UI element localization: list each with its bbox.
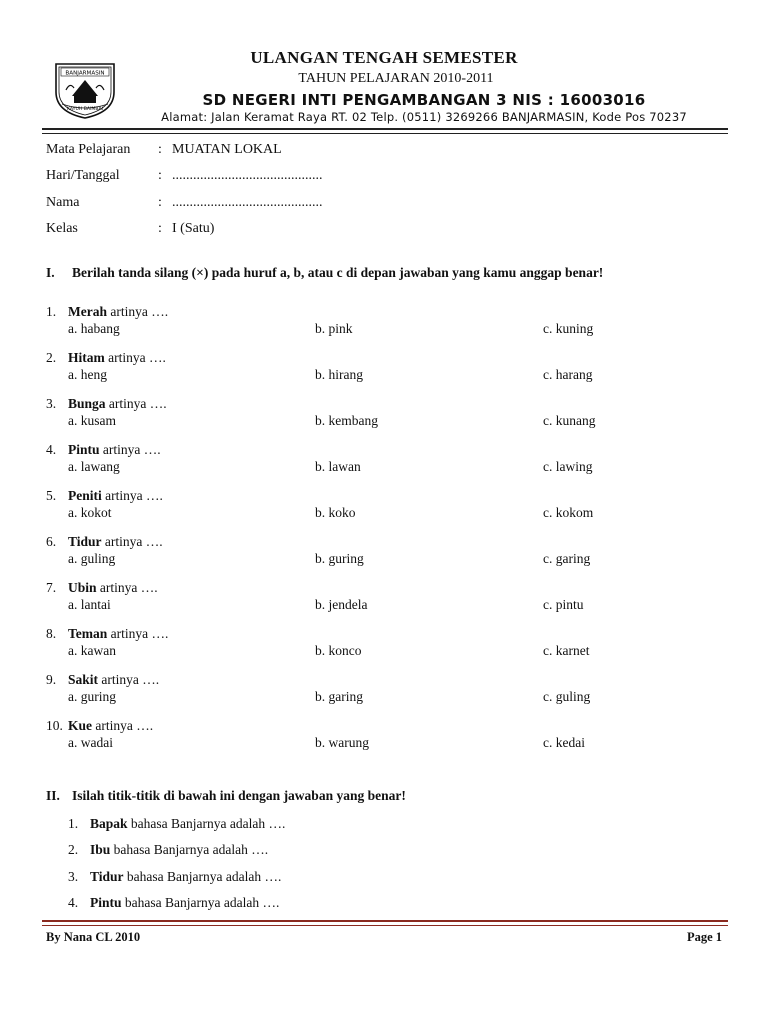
question-keyword: Tidur <box>68 534 102 549</box>
section-2-heading <box>46 788 406 804</box>
item-rest: bahasa Banjarnya adalah …. <box>127 816 286 831</box>
option-b: b. koko <box>315 505 356 520</box>
question-keyword: Hitam <box>68 350 105 365</box>
question-rest: artinya …. <box>101 534 163 549</box>
header-divider-thin <box>42 133 728 134</box>
question-rest: artinya …. <box>104 350 166 365</box>
identity-value: ........................................... <box>172 168 323 183</box>
option-c: c. kuning <box>543 321 594 336</box>
identity-row-name <box>46 195 323 211</box>
question-rest: artinya …. <box>107 626 169 641</box>
option-a: a. wadai <box>68 735 113 750</box>
section-instruction: Isilah titik-titik di bawah ini dengan jawaban yang benar! <box>72 788 406 803</box>
question-keyword: Bunga <box>68 396 106 411</box>
option-b: b. pink <box>315 321 353 336</box>
question-rest: artinya …. <box>101 488 163 503</box>
question-item <box>46 396 595 430</box>
identity-value: MUATAN LOKAL <box>172 142 282 157</box>
question-text <box>68 304 168 321</box>
option-c: c. pintu <box>543 597 584 612</box>
option-b: b. warung <box>315 735 369 750</box>
identity-row-subject <box>46 142 282 158</box>
question-rest: artinya …. <box>98 672 160 687</box>
option-a: a. guring <box>68 689 116 704</box>
item-text <box>90 816 285 832</box>
question-text <box>68 442 161 459</box>
question-item <box>46 580 584 614</box>
item-rest: bahasa Banjarnya adalah …. <box>123 869 282 884</box>
item-keyword: Pintu <box>90 895 122 910</box>
question-text <box>68 718 153 735</box>
question-text <box>68 488 163 505</box>
question-number: 1. <box>46 304 57 319</box>
footer-page-number: Page 1 <box>686 930 722 944</box>
option-b: b. guring <box>315 551 364 566</box>
item-text <box>90 842 268 858</box>
question-keyword: Peniti <box>68 488 102 503</box>
identity-colon: : <box>158 221 162 236</box>
fill-in-item <box>68 816 285 832</box>
item-keyword: Tidur <box>90 869 124 884</box>
identity-label: Nama <box>46 195 80 210</box>
question-number: 2. <box>46 350 57 365</box>
question-text <box>68 626 168 643</box>
emblem-bottom-text: KAYUH BAIMBAI <box>66 107 104 112</box>
question-item <box>46 626 589 660</box>
footer-divider <box>42 920 728 922</box>
identity-label: Kelas <box>46 221 78 236</box>
question-keyword: Ubin <box>68 580 97 595</box>
identity-colon: : <box>158 168 162 183</box>
question-item <box>46 304 593 338</box>
option-c: c. guling <box>543 689 591 704</box>
question-text <box>68 672 159 689</box>
question-number: 3. <box>46 396 57 411</box>
question-number: 5. <box>46 488 57 503</box>
fill-in-item <box>68 842 268 858</box>
school-address: Alamat: Jalan Keramat Raya RT. 02 Telp. (0511) 3269266 BANJARMASIN, Kode Pos 70237 <box>161 110 687 124</box>
footer-divider-thin <box>42 925 728 926</box>
identity-value: ........................................... <box>172 195 323 210</box>
question-number: 7. <box>46 580 57 595</box>
question-rest: artinya …. <box>99 442 161 457</box>
option-b: b. jendela <box>315 597 368 612</box>
identity-colon: : <box>158 142 162 157</box>
option-a: a. heng <box>68 367 107 382</box>
option-c: c. kunang <box>543 413 596 428</box>
question-item <box>46 534 590 568</box>
option-c: c. harang <box>543 367 593 382</box>
question-keyword: Sakit <box>68 672 99 687</box>
question-item <box>46 672 590 706</box>
option-c: c. kokom <box>543 505 594 520</box>
section-1-heading <box>46 265 603 281</box>
option-a: a. guling <box>68 551 116 566</box>
option-b: b. kembang <box>315 413 378 428</box>
question-keyword: Pintu <box>68 442 100 457</box>
question-item <box>46 442 593 476</box>
item-text <box>90 895 279 911</box>
option-a: a. lawang <box>68 459 120 474</box>
school-year: TAHUN PELAJARAN 2010-2011 <box>298 71 494 86</box>
item-number: 2. <box>68 842 79 857</box>
option-c: c. kedai <box>543 735 585 750</box>
option-b: b. garing <box>315 689 363 704</box>
identity-label: Hari/Tanggal <box>46 168 120 183</box>
item-text <box>90 869 281 885</box>
option-a: a. kokot <box>68 505 112 520</box>
question-keyword: Teman <box>68 626 108 641</box>
identity-row-date <box>46 168 323 184</box>
question-keyword: Merah <box>68 304 107 319</box>
question-rest: artinya …. <box>92 718 154 733</box>
identity-row-class <box>46 221 214 237</box>
fill-in-item <box>68 895 279 911</box>
option-a: a. kusam <box>68 413 116 428</box>
question-item <box>46 718 585 752</box>
option-a: a. lantai <box>68 597 111 612</box>
identity-colon: : <box>158 195 162 210</box>
question-text <box>68 350 166 367</box>
item-number: 1. <box>68 816 79 831</box>
question-item <box>46 488 593 522</box>
question-number: 4. <box>46 442 57 457</box>
emblem-top-text: BANJARMASIN <box>65 70 105 77</box>
option-c: c. garing <box>543 551 591 566</box>
section-number: II. <box>46 788 60 803</box>
question-rest: artinya …. <box>106 304 169 319</box>
section-instruction: Berilah tanda silang (×) pada huruf a, b, atau c di depan jawaban yang kamu anggap benar! <box>72 265 604 280</box>
question-rest: artinya …. <box>96 580 158 595</box>
identity-value: I (Satu) <box>172 221 215 236</box>
question-number: 9. <box>46 672 57 687</box>
question-rest: artinya …. <box>105 396 167 411</box>
header-divider <box>42 128 728 130</box>
item-keyword: Ibu <box>90 842 111 857</box>
item-number: 4. <box>68 895 79 910</box>
option-b: b. hirang <box>315 367 363 382</box>
item-number: 3. <box>68 869 79 884</box>
option-a: a. habang <box>68 321 120 336</box>
option-c: c. karnet <box>543 643 590 658</box>
question-number: 8. <box>46 626 57 641</box>
option-c: c. lawing <box>543 459 593 474</box>
fill-in-item <box>68 869 281 885</box>
question-keyword: Kue <box>68 718 93 733</box>
question-text <box>68 580 158 597</box>
item-rest: bahasa Banjarnya adalah …. <box>110 842 269 857</box>
question-item <box>46 350 592 384</box>
identity-label: Mata Pelajaran <box>46 142 131 157</box>
option-b: b. konco <box>315 643 362 658</box>
option-a: a. kawan <box>68 643 116 658</box>
item-keyword: Bapak <box>90 816 128 831</box>
question-text <box>68 534 163 551</box>
question-text <box>68 396 167 413</box>
question-number: 10. <box>46 718 63 733</box>
question-number: 6. <box>46 534 57 549</box>
exam-title: ULANGAN TENGAH SEMESTER <box>250 48 518 67</box>
section-number: I. <box>46 265 55 280</box>
option-b: b. lawan <box>315 459 361 474</box>
item-rest: bahasa Banjarnya adalah …. <box>121 895 280 910</box>
footer-author: By Nana CL 2010 <box>46 930 141 944</box>
school-name: SD NEGERI INTI PENGAMBANGAN 3 NIS : 16003016 <box>202 91 646 109</box>
